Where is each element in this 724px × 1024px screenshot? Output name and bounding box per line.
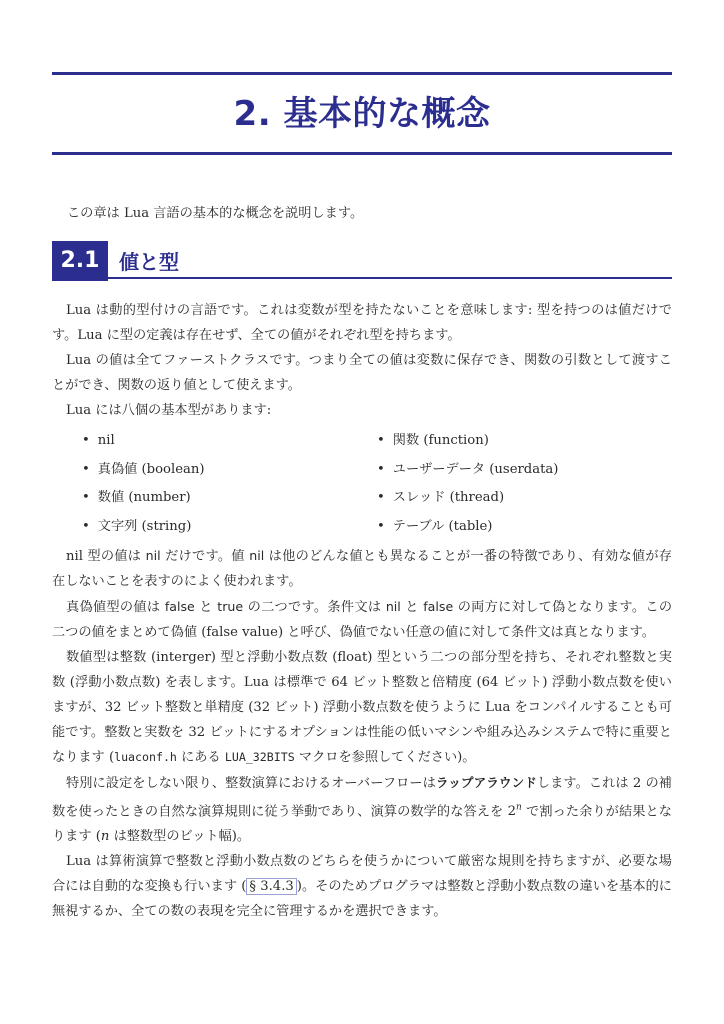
section-heading — [52, 241, 672, 281]
chapter-top-rule — [52, 72, 672, 75]
true-keyword: true — [217, 599, 244, 614]
math-power: 2$^n$ — [507, 803, 522, 820]
list-item: • nil — [82, 427, 377, 456]
section-title: 値と型 — [119, 250, 179, 274]
false-keyword: false — [164, 599, 195, 614]
chapter-title: 2. 基本的な概念 — [233, 94, 491, 134]
luaconf-filename: luaconf.h — [114, 750, 177, 764]
false-keyword: false — [423, 599, 454, 614]
section-number: 2.1 — [52, 241, 108, 281]
paragraph-conversion: Lua は算術演算で整数と浮動小数点数のどちらを使うかについて厳密な規則を持ちますが、必要な場合には自動的な変換も行います ( § 3.4.3 )。そのためプログラマは整数と浮動小数点数の違いを基本的に無視するか、全ての数の表現を完全に管理するかを選択できます。 — [52, 854, 672, 920]
paragraph-number-type: 数値型は整数 (interger) 型と浮動小数点数 (float) 型という二つの部分型を持ち、それぞれ整数と実数 (浮動小数点数) を表します。Lua は標準で 64 ビット整数と倍精度 (64 ビット) 浮動小数点数を使いますが、32 ビット整数と単精度 (32 ビット) 浮動小数点数を使うように Lua をコンパイルすることも可能です。整数と実数を 32 ビットにするオプションは性能の低いマシンや組み込みシステムで特に重要となります (luaconf.h にある LUA_32BITS マクロを参照してください)。 — [52, 650, 672, 765]
paragraph-first-class: Lua の値は全てファーストクラスです。つまり全ての値は変数に保存でき、関数の引数として渡すことができ、関数の返り値として使えます。 — [52, 353, 672, 393]
nil-keyword: nil — [385, 599, 401, 614]
section-rule — [108, 277, 672, 279]
list-item: • テーブル (table) — [377, 513, 558, 542]
wraparound-term: ラップアラウンド — [435, 775, 537, 790]
list-item: • 文字列 (string) — [82, 513, 377, 542]
paragraph-boolean: 真偽値型の値は false と true の二つです。条件文は nil と false の両方に対して偽となります。この二つの値をまとめて偽値 (false value) と呼び、偽値でない任意の値に対して条件文は真となります。 — [52, 599, 673, 640]
nil-keyword: nil — [145, 548, 161, 563]
chapter-intro: この章は Lua 言語の基本的な概念を説明します。 — [67, 206, 364, 221]
section-reference-link[interactable]: § 3.4.3 — [246, 878, 296, 895]
lua32bits-macro: LUA_32BITS — [224, 750, 295, 764]
paragraph-nil: nil 型の値は nil だけです。値 nil は他のどんな値とも異なることが一番の特徴であり、有効な値が存在しないことを表すのによく使われます。 — [52, 548, 672, 589]
paragraph-basic-types: Lua には八個の基本型があります: — [66, 403, 272, 418]
paragraph-dynamic-typing: Lua は動的型付けの言語です。これは変数が型を持たないことを意味します: 型を持つのは値だけです。Lua に型の定義は存在せず、全ての値がそれぞれ型を持ちます。 — [52, 303, 672, 343]
list-item: • ユーザーデータ (userdata) — [377, 456, 558, 485]
list-item: • 真偽値 (boolean) — [82, 456, 377, 485]
list-item: • 数値 (number) — [82, 484, 377, 513]
list-item: • 関数 (function) — [377, 427, 558, 456]
basic-types-list — [52, 427, 672, 541]
section-body — [52, 298, 672, 924]
nil-keyword: nil — [249, 548, 265, 563]
math-var-n: n — [100, 829, 110, 845]
types-list-left — [52, 427, 377, 541]
chapter-bottom-rule — [52, 152, 672, 155]
list-item: • スレッド (thread) — [377, 484, 558, 513]
paragraph-overflow: 特別に設定をしない限り、整数演算におけるオーバーフローはラップアラウンドします。これは 2 の補数を使ったときの自然な演算規則に従う挙動であり、演算の数学的な答えを 2$^n$ で割った余りが結果となります (n は整数型のビット幅)。 — [52, 775, 672, 845]
types-list-right — [377, 427, 558, 541]
